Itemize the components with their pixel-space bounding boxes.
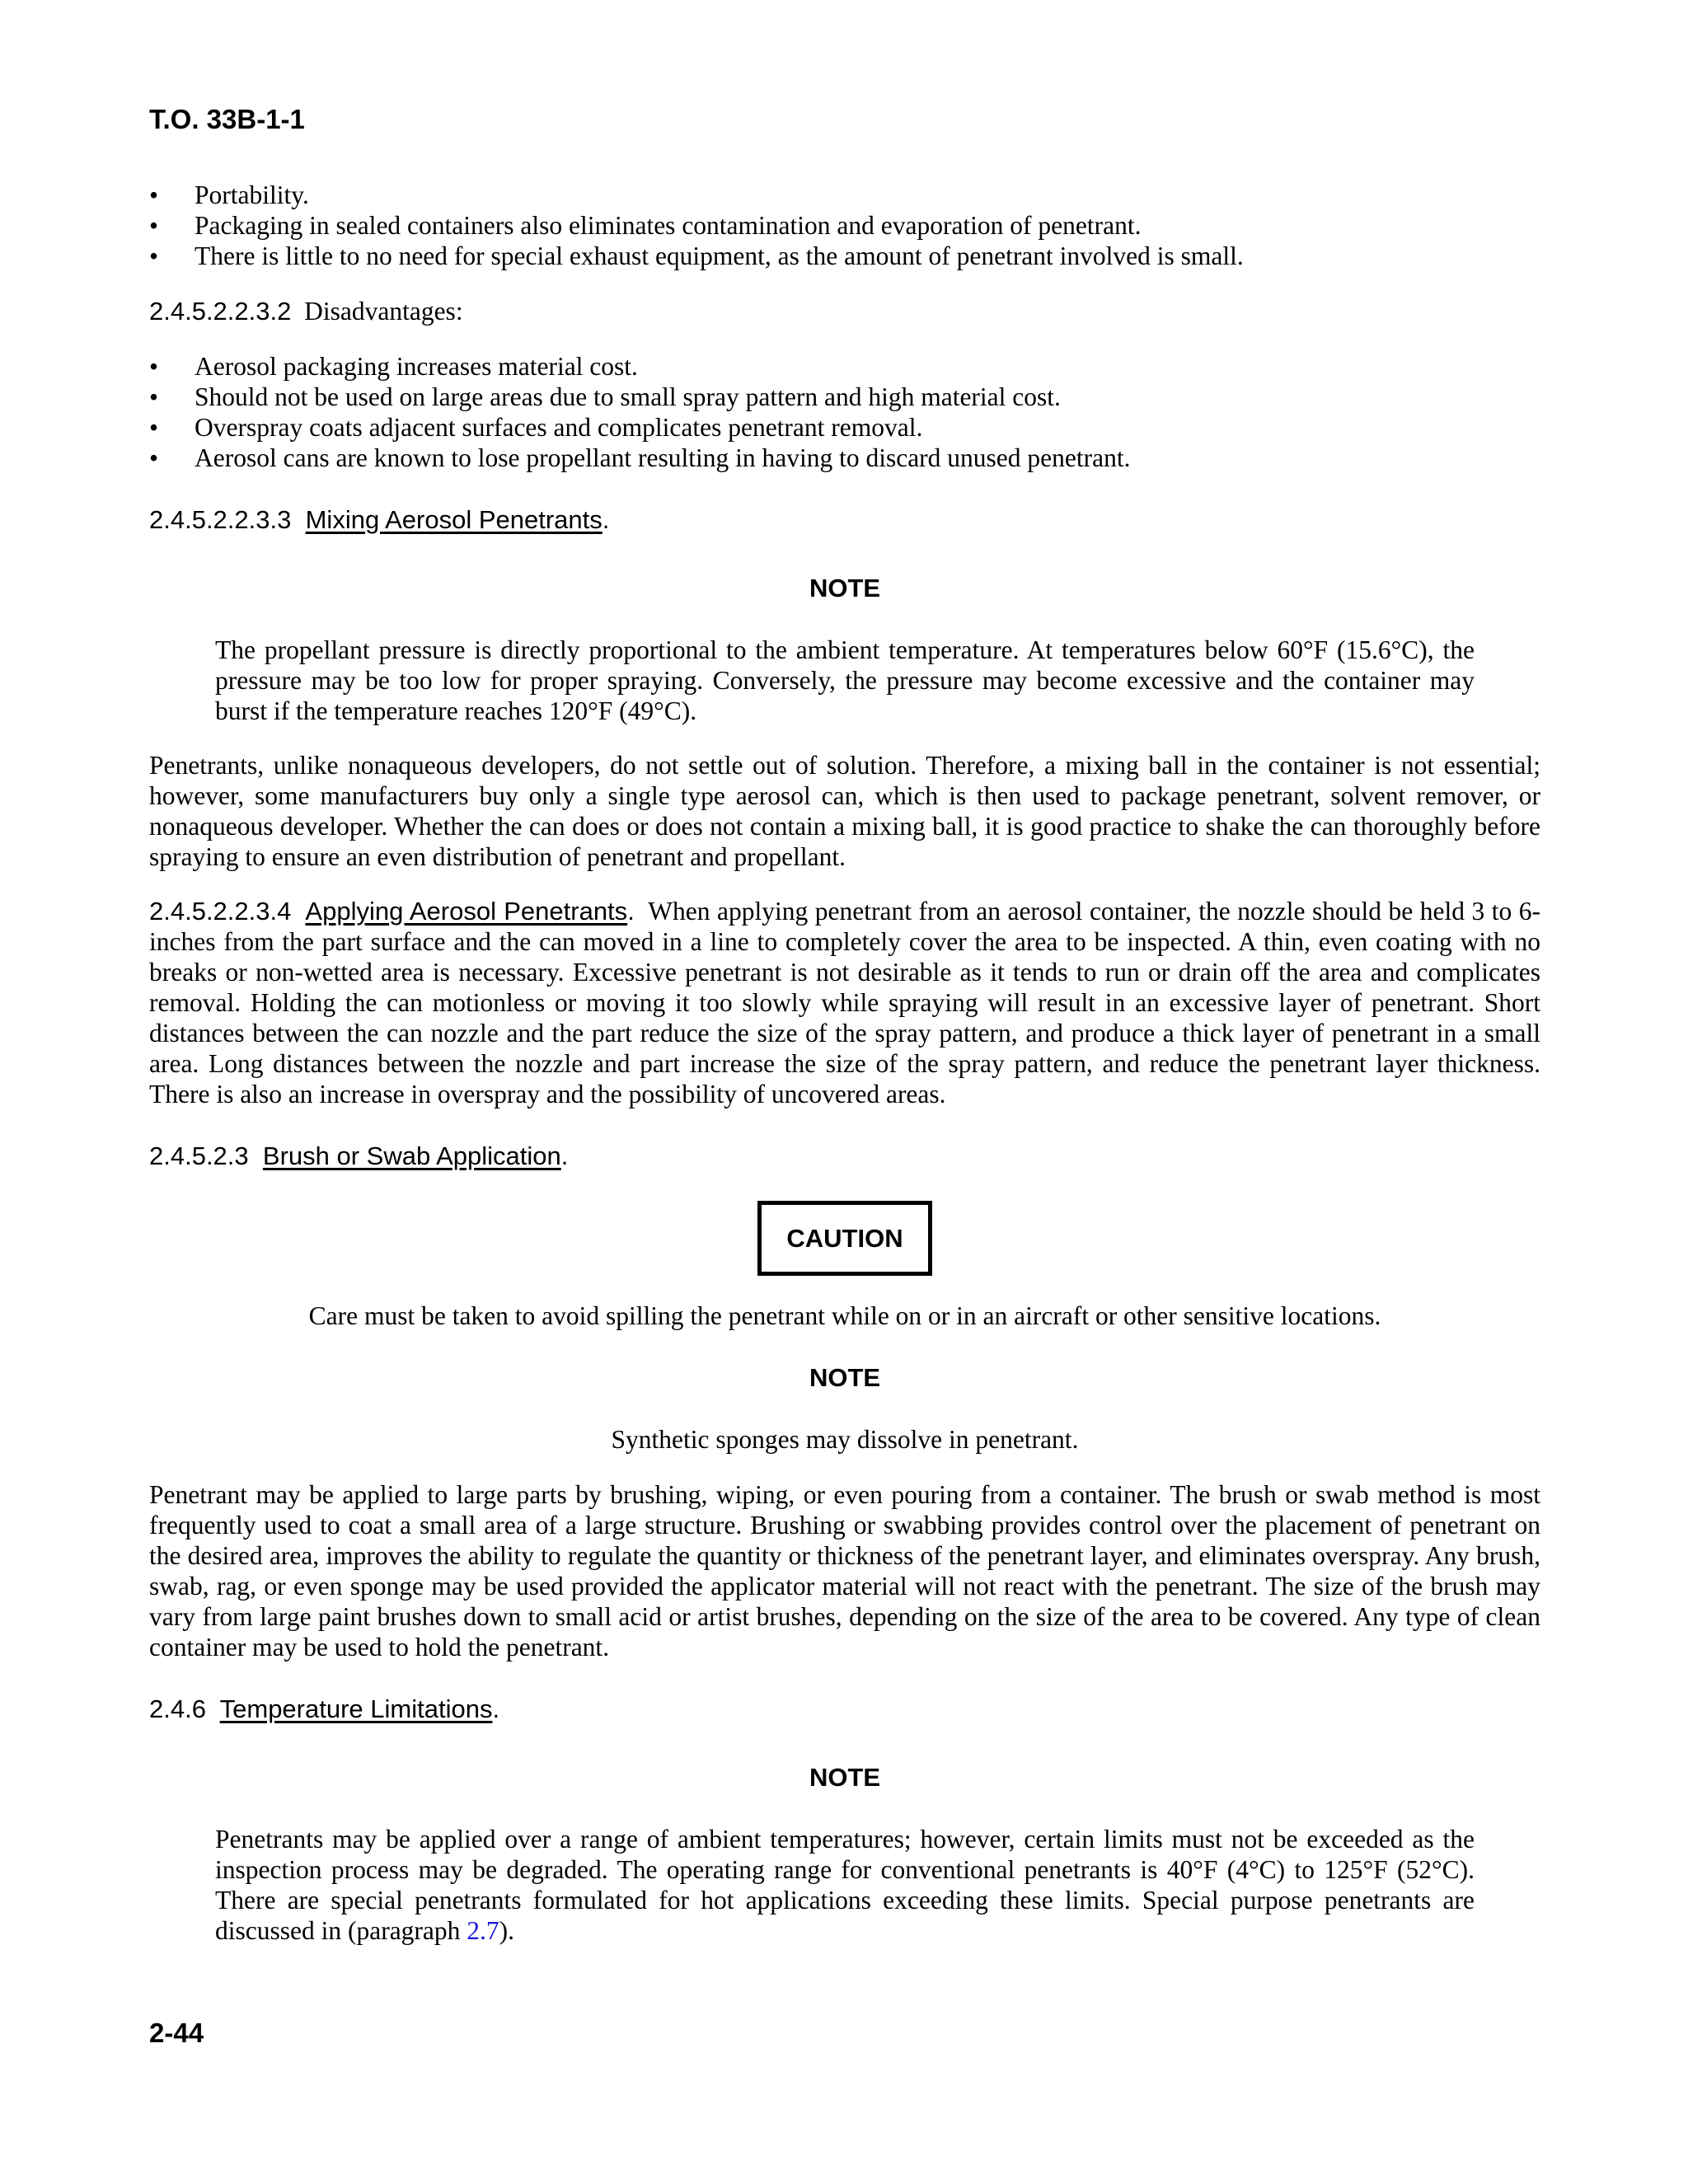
advantages-list [149, 180, 1540, 271]
brush-body-paragraph: Penetrant may be applied to large parts by brushing, wiping, or even pouring from a container. The brush or swab method is most frequently used to coat a small area of a large structure. Brushing or swabbing provides control over the placement of penetrant on the desired area, improves the ability to regulate the quantity or thickness of the penetrant layer, and eliminates overspray. Any brush, swab, rag, or even sponge may be used provided the applicator material will not react with the penetrant. The size of the brush may vary from large paint brushes down to small acid or artist brushes, depending on the size of the area to be covered. Any type of clean container may be used to hold the penetrant. [149, 1480, 1540, 1661]
paragraph-number: 2.4.6 [149, 1694, 206, 1723]
caution-box: CAUTION [757, 1201, 931, 1276]
list-item: • Should not be used on large areas due to small spray pattern and high material cost. [149, 382, 1540, 412]
disadvantages-heading [149, 296, 1540, 326]
note-text-propellant: The propellant pressure is directly proportional to the ambient temperature. At temperatures below 60°F (15.6°C), the pressure may be too low for proper spraying. Conversely, the pressure may become excessive and the container may burst if the temperature reaches 120°F (49°C). [215, 635, 1475, 725]
section-heading-brush [149, 1141, 1540, 1171]
note-temperature-after: ). [499, 1916, 515, 1945]
section-title: Brush or Swab Application [262, 1141, 561, 1170]
caution-text: Care must be taken to avoid spilling the penetrant while on or in an aircraft or other sensitive locations. [308, 1301, 1381, 1330]
note-label: NOTE [809, 1363, 881, 1392]
paragraph-number: 2.4.5.2.2.3.3 [149, 505, 292, 534]
page-number: 2-44 [149, 2018, 204, 2048]
list-item: • Aerosol cans are known to lose propellant resulting in having to discard unused penetrant. [149, 443, 1540, 473]
caution-wrapper [149, 1201, 1540, 1276]
list-item: • There is little to no need for special exhaust equipment, as the amount of penetrant involved is small. [149, 241, 1540, 271]
page-content [149, 180, 1540, 1946]
note-label: NOTE [809, 1763, 881, 1792]
paragraph-number: 2.4.5.2.3 [149, 1141, 249, 1170]
mixing-body-paragraph: Penetrants, unlike nonaqueous developers, do not settle out of solution. Therefore, a mixing ball in the container is not essential; however, some manufacturers buy only a single type aerosol can, which is then used to package penetrant, solvent remover, or nonaqueous developer. Whether the can does or does not contain a mixing ball, it is good practice to shake the can thoroughly before spraying to ensure an even distribution of penetrant and propellant. [149, 751, 1540, 871]
page-header-doc-id: T.O. 33B-1-1 [149, 104, 305, 134]
note-text-temperature [215, 1824, 1475, 1946]
section-title: Mixing Aerosol Penetrants [305, 505, 603, 534]
list-item: • Portability. [149, 180, 1540, 210]
list-item: • Aerosol packaging increases material cost. [149, 351, 1540, 382]
applying-paragraph [149, 896, 1540, 1109]
title-punct: . [627, 897, 635, 926]
list-item: • Packaging in sealed containers also eliminates contamination and evaporation of penetrant. [149, 210, 1540, 241]
note-temperature-text: Penetrants may be applied over a range of ambient temperatures; however, certain limits must not be exceeded as the inspection process may be degraded. The operating range for conventional penetrants is 40°F (4°C) to 125°F (52°C). There are special penetrants formulated for hot applications exceeding these limits. Special purpose penetrants are discussed in (paragraph [215, 1825, 1475, 1945]
title-punct: . [560, 1141, 569, 1170]
note-text-sponges: Synthetic sponges may dissolve in penetrant. [611, 1425, 1079, 1454]
paragraph-number: 2.4.5.2.2.3.2 [149, 297, 292, 326]
paragraph-number: 2.4.5.2.2.3.4 [149, 897, 292, 926]
list-item: • Overspray coats adjacent surfaces and complicates penetrant removal. [149, 412, 1540, 443]
title-punct: . [492, 1694, 500, 1723]
paragraph-link[interactable]: 2.7 [467, 1916, 499, 1945]
note-label: NOTE [809, 574, 881, 602]
disadvantages-list [149, 351, 1540, 473]
applying-body: When applying penetrant from an aerosol container, the nozzle should be held 3 to 6-inches from the part surface and the can moved in a line to completely cover the area to be inspected. A thin, even coating with no breaks or non-wetted area is necessary. Excessive penetrant is not desirable as it tends to run or drain off the area and complicates removal. Holding the can motionless or moving it too slowly while spraying will result in an excessive layer of penetrant. Short distances between the can nozzle and the part reduce the size of the spray pattern, and produce a thick layer of penetrant in a small area. Long distances between the nozzle and part increase the size of the spray pattern, and reduce the penetrant layer thickness. There is also an increase in overspray and the possibility of uncovered areas. [149, 897, 1541, 1108]
section-title: Applying Aerosol Penetrants [305, 897, 628, 926]
section-title: Temperature Limitations [219, 1694, 493, 1723]
section-heading-temperature [149, 1694, 1540, 1724]
disadvantages-label: Disadvantages: [304, 297, 463, 326]
title-punct: . [602, 505, 610, 534]
section-heading-mixing [149, 504, 1540, 535]
